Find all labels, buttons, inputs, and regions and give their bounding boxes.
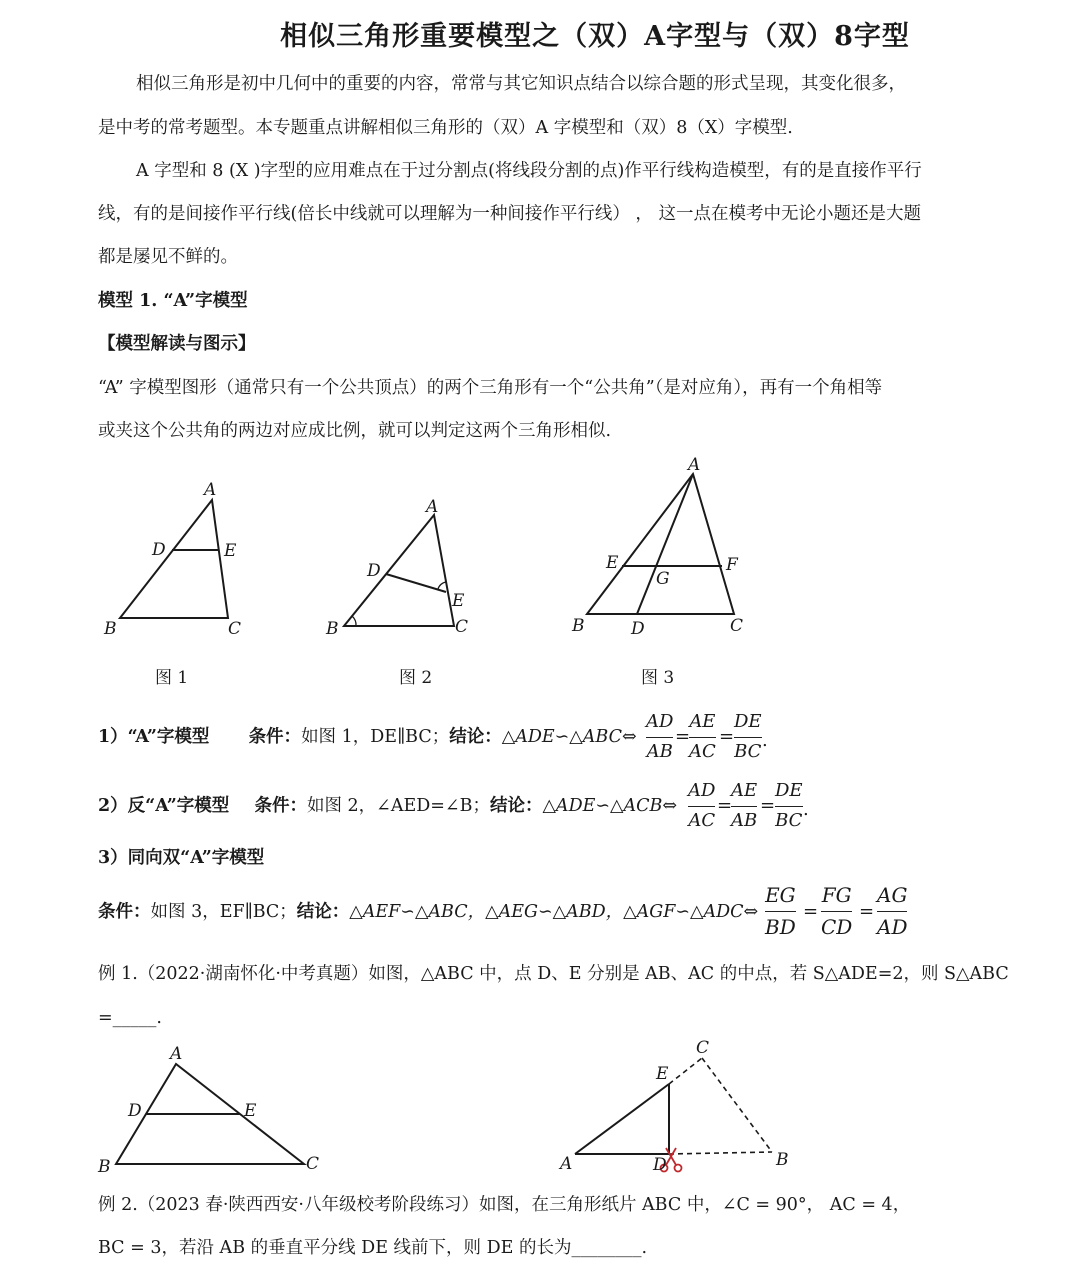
fig2-label-c: C (455, 617, 469, 637)
page-title: 相似三角形重要模型之（双）A字型与（双）8字型 (280, 21, 910, 52)
case1-concl-text: △ADE∽△ABC⇔ (501, 727, 637, 747)
case2-frac-2: AE AB (731, 780, 758, 831)
desc-line-2: 或夹这个公共角的两边对应成比例，就可以判定这两个三角形相似. (98, 421, 612, 441)
ex2-label-e: E (656, 1064, 669, 1084)
ex1-label-e: E (244, 1101, 257, 1121)
case2-frac-3: DE BC (775, 780, 803, 831)
figure-2 (325, 497, 468, 639)
ex1-line-1: 例 1.（2022·湖南怀化·中考真题）如图，△ABC 中，点 D、E 分别是 AB、AC 的中点，若 S△ADE=2，则 S△ABC (98, 964, 1009, 984)
figure-3 (571, 455, 743, 639)
ex2-line-2: BC = 3，若沿 AB 的垂直平分线 DE 线前下，则 DE 的长为________. (98, 1238, 648, 1258)
case2-concl-label: 结论： (489, 796, 543, 816)
ex2-label-a: A (560, 1154, 573, 1174)
ex2-label-d: D (653, 1155, 667, 1175)
ex1-label-a: A (170, 1044, 183, 1064)
fig2-label-b: B (326, 619, 339, 639)
intro-line-4: 线，有的是间接作平行线(倍长中线就可以理解为一种间接作平行线） ， 这一点在模考中无论小题还是大题 (98, 204, 921, 224)
ex2-label-b: B (776, 1150, 789, 1170)
example-figures (0, 1030, 1080, 1180)
fig3-label-e: E (606, 553, 619, 573)
case2-cond-text: 如图 2，∠AED=∠B； (306, 796, 490, 816)
case3-eq-2: = (859, 901, 875, 922)
fig3-label-a: A (688, 455, 701, 475)
case1-eq-1: = (675, 726, 691, 747)
fig3-label-f: F (726, 555, 738, 575)
case1-statement (98, 727, 637, 747)
case1-frac-1: AD AB (646, 711, 674, 762)
fig1-label-e: E (224, 541, 237, 561)
figure-1 (103, 480, 241, 639)
ex1-figure (97, 1044, 319, 1177)
case3-frac-3: AG AD (877, 883, 908, 939)
model1-heading: 模型 1. “A”字模型 (98, 291, 248, 311)
intro-line-1: 相似三角形是初中几何中的重要的内容，常常与其它知识点结合以综合题的形式呈现，其变化很多， (136, 74, 906, 94)
case3-label: 3）同向双“A”字模型 (98, 848, 265, 868)
case1-cond-text: 如图 1，DE∥BC； (301, 727, 450, 747)
fig1-caption: 图 1 (155, 668, 189, 688)
case1-cond-label: 条件： (248, 727, 302, 747)
case3-eq-1: = (803, 901, 819, 922)
ex2-figure (558, 1038, 789, 1175)
fig2-caption: 图 2 (399, 668, 433, 688)
fig3-caption: 图 3 (641, 668, 675, 688)
fig3-label-g: G (656, 569, 670, 589)
intro-line-2: 是中考的常考题型。本专题重点讲解相似三角形的（双）A 字模型和（双）8（X）字模型. (98, 118, 793, 138)
case1-concl-label: 结论： (449, 727, 502, 747)
case3-concl-label: 结论： (296, 902, 350, 922)
case1-end: . (762, 730, 768, 751)
fig3-label-b: B (572, 616, 585, 636)
intro-line-5: 都是屡见不鲜的。 (98, 247, 238, 267)
ex2-label-c: C (696, 1038, 710, 1058)
case1-eq-2: = (719, 726, 735, 747)
case2-statement (98, 796, 677, 816)
model-figures (0, 450, 1080, 650)
case2-eq-1: = (717, 795, 733, 816)
fig2-label-d: D (367, 561, 381, 581)
case2-label: 2）反“A”字模型 (98, 796, 230, 816)
case1-frac-3: DE BC (734, 711, 762, 762)
ex2-line-1: 例 2.（2023 春·陕西西安·八年级校考阶段练习）如图，在三角形纸片 ABC 中，∠C = 90°， AC = 4， (98, 1195, 911, 1215)
case2-end: . (803, 799, 809, 820)
case2-eq-2: = (760, 795, 776, 816)
case3-frac-2: FG CD (821, 883, 853, 939)
case2-cond-label: 条件： (254, 796, 307, 816)
fig1-label-b: B (104, 619, 117, 639)
fig2-label-e: E (452, 591, 465, 611)
case3-cond-label: 条件： (98, 902, 151, 922)
ex1-label-b: B (98, 1157, 111, 1177)
ex1-line-2: =_____. (98, 1008, 162, 1028)
desc-line-1: “A” 字模型图形（通常只有一个公共顶点）的两个三角形有一个“公共角”（是对应角），再有一个角相等 (98, 378, 883, 398)
section-heading: 【模型解读与图示】 (98, 334, 256, 354)
case2-frac-1: AD AC (688, 780, 716, 831)
case3-statement (98, 902, 758, 922)
case2-concl-text: △ADE∽△ACB⇔ (542, 796, 678, 816)
case3-cond-text: 如图 3，EF∥BC； (150, 902, 297, 922)
ex1-label-c: C (306, 1154, 320, 1174)
case3-frac-1: EG BD (765, 883, 796, 939)
fig3-label-d: D (631, 619, 645, 639)
fig2-label-a: A (426, 497, 439, 517)
case1-frac-2: AE AC (689, 711, 716, 762)
fig1-label-d: D (152, 540, 166, 560)
fig3-label-c: C (730, 616, 744, 636)
case1-label: 1）“A”字模型 (98, 727, 210, 747)
fig1-label-c: C (228, 619, 242, 639)
fig1-label-a: A (204, 480, 217, 500)
ex1-label-d: D (128, 1101, 142, 1121)
intro-line-3: A 字型和 8 (X )字型的应用难点在于过分割点(将线段分割的点)作平行线构造模型，有的是直接作平行 (136, 161, 922, 181)
case3-concl-text: △AEF∽△ABC，△AEG∽△ABD，△AGF∽△ADC⇔ (349, 902, 759, 922)
